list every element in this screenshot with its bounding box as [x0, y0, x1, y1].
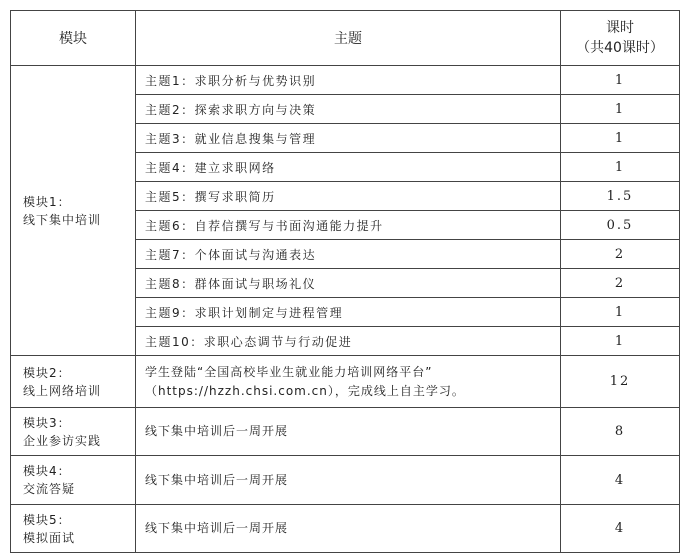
topic-cell: 主题6：自荐信撰写与书面沟通能力提升 — [136, 211, 561, 240]
hours-cell: 2 — [561, 269, 680, 298]
topic-cell: 主题3：就业信息搜集与管理 — [136, 124, 561, 153]
module2-row — [11, 356, 680, 408]
module4-subtitle: 交流答疑 — [23, 482, 76, 496]
header-topic: 主题 — [136, 11, 561, 66]
topic-cell: 主题8：群体面试与职场礼仪 — [136, 269, 561, 298]
module2-name: 模块2： — [23, 365, 71, 380]
module3-cell — [11, 408, 136, 456]
module4-cell — [11, 456, 136, 505]
topic-cell: 主题7：个体面试与沟通表达 — [136, 240, 561, 269]
hours-cell: 2 — [561, 240, 680, 269]
module5-subtitle: 模拟面试 — [23, 530, 76, 545]
module5-row — [11, 505, 680, 553]
module5-hours: 4 — [561, 505, 680, 553]
module2-description — [136, 356, 561, 408]
hours-cell: 1 — [561, 153, 680, 182]
topic-cell: 主题10：求职心态调节与行动促进 — [136, 327, 561, 356]
module5-name: 模块5： — [23, 512, 71, 527]
table-row — [11, 66, 680, 95]
module5-cell — [11, 505, 136, 553]
hours-cell: 1 — [561, 327, 680, 356]
module2-desc-line1: 学生登陆“全国高校毕业生就业能力培训网络平台” — [145, 364, 433, 379]
module3-row — [11, 408, 680, 456]
module2-desc-line2: （https://hzzh.chsi.com.cn），完成线上自主学习。 — [145, 383, 465, 398]
module2-subtitle: 线上网络培训 — [23, 383, 102, 398]
hours-cell: 1.5 — [561, 182, 680, 211]
module3-name: 模块3： — [23, 415, 71, 430]
module1-subtitle: 线下集中培训 — [23, 212, 102, 227]
module3-hours: 8 — [561, 408, 680, 456]
hours-cell: 1 — [561, 95, 680, 124]
hours-cell: 1 — [561, 298, 680, 327]
module5-description: 线下集中培训后一周开展 — [136, 505, 561, 553]
hours-cell: 1 — [561, 124, 680, 153]
hours-cell: 0.5 — [561, 211, 680, 240]
header-hours-line1: 课时 — [606, 20, 634, 36]
module3-subtitle: 企业参访实践 — [23, 433, 102, 448]
module4-hours: 4 — [561, 456, 680, 505]
module4-description: 线下集中培训后一周开展 — [136, 456, 561, 505]
module2-hours: 12 — [561, 356, 680, 408]
module4-row — [11, 456, 680, 505]
topic-cell: 主题9：求职计划制定与进程管理 — [136, 298, 561, 327]
module1-name: 模块1： — [23, 194, 71, 209]
module3-description: 线下集中培训后一周开展 — [136, 408, 561, 456]
topic-cell: 主题1：求职分析与优势识别 — [136, 66, 561, 95]
topic-cell: 主题5：撰写求职简历 — [136, 182, 561, 211]
module1-cell — [11, 66, 136, 356]
header-row — [11, 11, 680, 66]
header-module: 模块 — [11, 11, 136, 66]
topic-cell: 主题2：探索求职方向与决策 — [136, 95, 561, 124]
header-hours-line2: （共40课时） — [576, 40, 664, 56]
header-hours — [561, 11, 680, 66]
topic-cell: 主题4：建立求职网络 — [136, 153, 561, 182]
module2-cell — [11, 356, 136, 408]
hours-cell: 1 — [561, 66, 680, 95]
module4-name: 模块4： — [23, 464, 71, 478]
course-table — [10, 10, 680, 553]
